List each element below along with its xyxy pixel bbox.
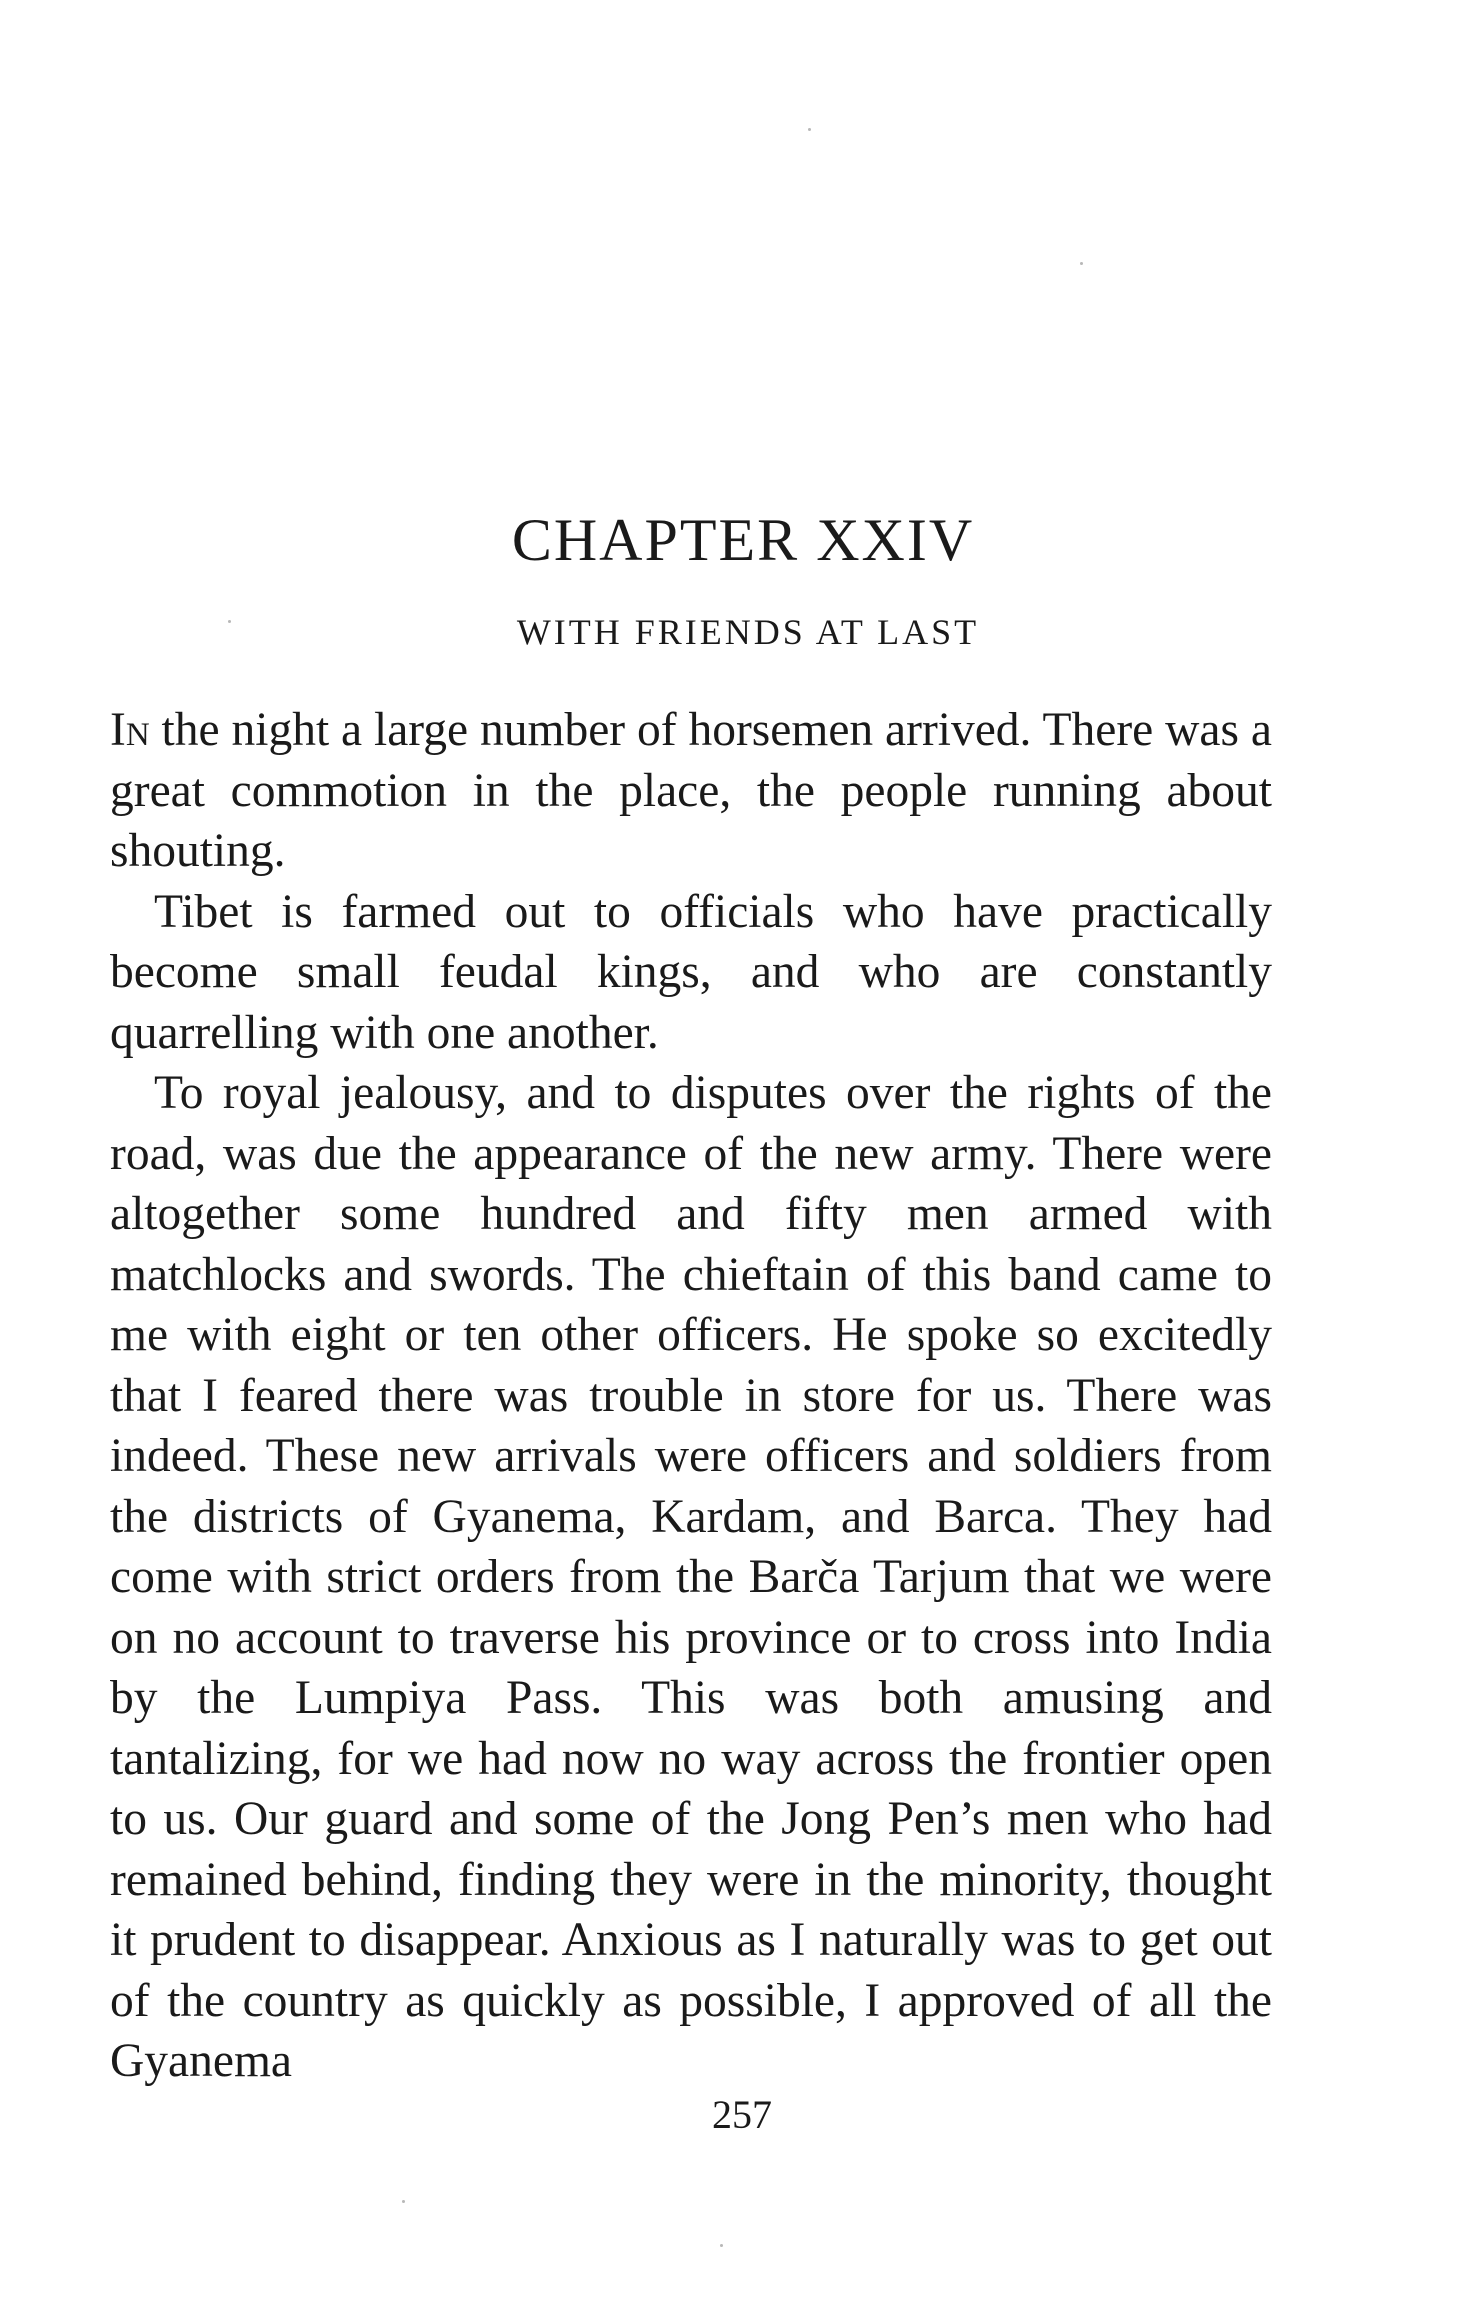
paper-speck: [808, 128, 811, 131]
chapter-heading: CHAPTER XXIV: [511, 507, 975, 573]
drop-lead-word: In: [110, 704, 150, 756]
page-number: 257: [712, 2092, 772, 2137]
paragraph-2: Tibet is farmed out to officials who have practically become small feudal kings, and who are constantly quarrelling with one another.: [110, 885, 1272, 1059]
paper-speck: [402, 2200, 405, 2203]
paper-speck: [1080, 262, 1083, 265]
paper-speck: [720, 2244, 723, 2247]
paragraph-1-text: the night a large number of horsemen arrived. There was a great commotion in the place, the people running about shouting.: [110, 704, 1272, 877]
paragraph-3: To royal jealousy, and to disputes over the rights of the road, was due the appearance of the new army. There were altogether some hundred and fifty men armed with matchlocks and swords. The chieftain of this band came to me with eight or ten other officers. He spoke so excitedly that I feared there was trouble in store for us. There was indeed. These new arrivals were officers and soldiers from the districts of Gyanema, Kardam, and Barca. They had come with strict orders from the Barča Tarjum that we were on no account to traverse his province or to cross into India by the Lumpiya Pass. This was both amusing and tantalizing, for we had now no way across the frontier open to us. Our guard and some of the Jong Pen’s men who had remained behind, finding they were in the minority, thought it prudent to disappear. Anxious as I naturally was to get out of the country as quickly as possible, I approved of all the Gyanema: [110, 1067, 1272, 2087]
paper-speck: [228, 620, 231, 623]
paragraph-1: [110, 700, 1272, 882]
chapter-subtitle: WITH FRIENDS AT LAST: [516, 612, 980, 652]
body-text: [110, 700, 1272, 2092]
